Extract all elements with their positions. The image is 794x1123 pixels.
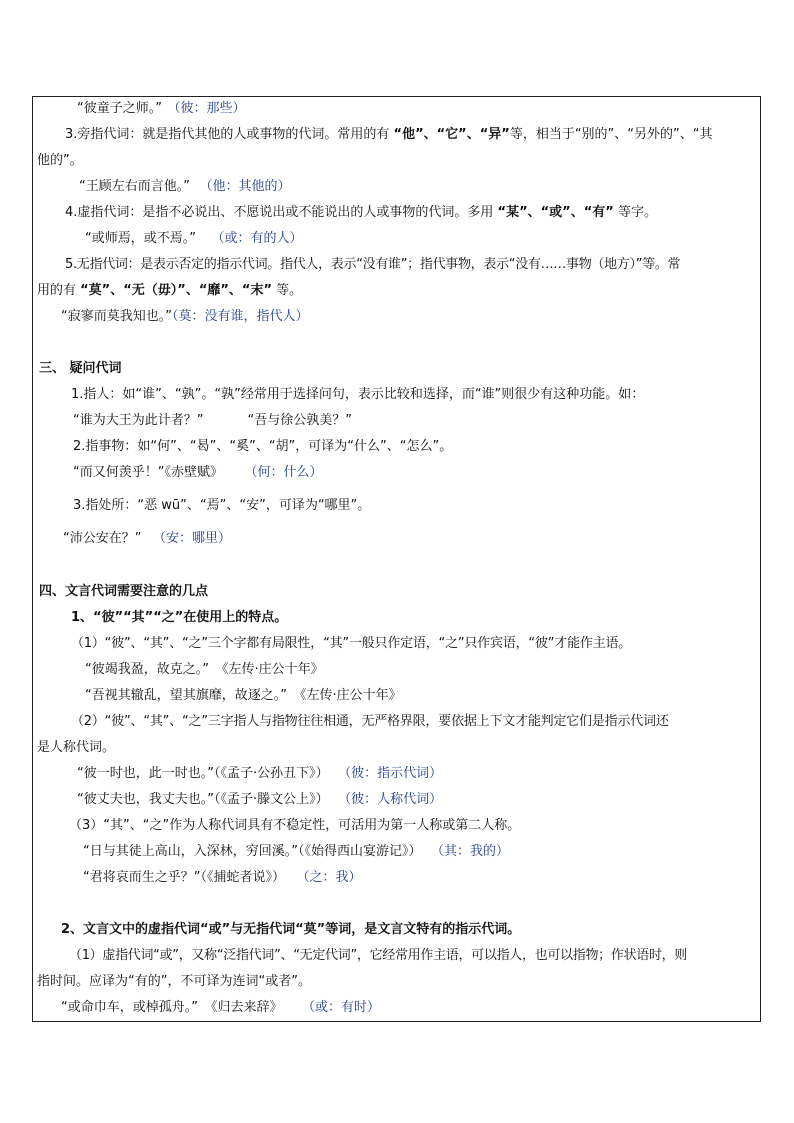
example-line [61, 308, 309, 326]
example-text: “而又何羡乎！”《赤壁赋》 [73, 465, 223, 480]
example-text: “君将哀而生之乎？”（《捕蛇者说》） [83, 870, 285, 885]
paragraph-line [37, 282, 302, 300]
example-line [83, 869, 362, 887]
subsection-heading: 2、文言文中的虚指代词“或”与无指代词“莫”等词，是文言文特有的指示代词。 [61, 922, 521, 937]
emphasis-text: “莫”、“无（毋）”、“靡”、“末” [80, 283, 272, 298]
text: 等，相当于“别的”、“另外的”、“其 [509, 127, 713, 142]
example-line [77, 791, 442, 809]
section-heading: 三、 疑问代词 [39, 361, 122, 376]
gloss-note: （彼：指示代词） [344, 766, 443, 781]
example-text: “彼一时也，此一时也。”（《孟子·公孙丑下》） [77, 766, 329, 781]
example-text: “王顾左右而言他。” [79, 179, 190, 194]
example-text: “寂寥而莫我知也。” [61, 309, 172, 324]
example-text: “谁为大王为此计者？” [73, 413, 204, 428]
text: 等字。 [613, 205, 657, 220]
example-text: “彼丈夫也，我丈夫也。”（《孟子·滕文公上》） [77, 792, 329, 807]
paragraph-line: 2.指事物：如“何”、“曷”、“奚”、“胡”，可译为“什么”、“怎么”。 [73, 439, 453, 454]
text: 3.旁指代词：就是指代其他的人或事物的代词。常用的有 [65, 127, 394, 142]
paragraph-line: 5.无指代词：是表示否定的指示代词。指代人，表示“没有谁”；指代事物，表示“没有……事物（地方）”等。常 [65, 257, 681, 272]
example-line [77, 100, 246, 118]
gloss-note: （安：哪里） [159, 531, 231, 546]
paragraph-line: 1.指人：如“谁”、“孰”。“孰”经常用于选择问句，表示比较和选择，而“谁”则很少有这种功能。如： [71, 387, 645, 402]
gloss-note: （之：我） [302, 870, 362, 885]
gloss-note: （莫：没有谁，指代人） [171, 309, 309, 324]
paragraph-line: （1）“彼”、“其”、“之”三个字都有局限性，“其”一般只作定语，“之”只作宾语，“彼”才能作主语。 [71, 636, 632, 651]
example-line: “吾视其辙乱，望其旗靡，故逐之。” 《左传·庄公十年》 [85, 688, 402, 703]
example-text: “或命巾车，或棹孤舟。” 《归去来辞》 [61, 1000, 283, 1015]
gloss-note: （或：有时） [308, 1000, 380, 1015]
paragraph-line: （1）虚指代词“或”，又称“泛指代词”、“无定代词”，它经常用作主语，可以指人，也可以指物；作状语时，则 [69, 948, 688, 963]
paragraph-line [65, 126, 713, 144]
gloss-note: （彼：那些） [173, 101, 246, 116]
example-line [63, 530, 231, 548]
text: 等。 [272, 283, 303, 298]
emphasis-text: “某”、“或”、“有” [497, 205, 614, 220]
example-line [61, 999, 380, 1017]
paragraph-line: 是人称代词。 [37, 740, 116, 755]
example-line: “彼竭我盈，故克之。” 《左传·庄公十年》 [85, 662, 324, 677]
text: 4.虚指代词：是指不必说出、不愿说出或不能说出的人或事物的代词。多用 [65, 205, 498, 220]
gloss-note: （彼：人称代词） [344, 792, 443, 807]
gloss-note: （他：其他的） [205, 179, 291, 194]
example-text: “日与其徒上高山，入深林，穷回溪。”（《始得西山宴游记》） [83, 844, 422, 859]
example-line [73, 464, 323, 482]
paragraph-line: （3）“其”、“之”作为人称代词具有不稳定性，可活用为第一人称或第二人称。 [69, 818, 521, 833]
example-line [73, 412, 352, 430]
gloss-note: （何：什么） [250, 465, 323, 480]
emphasis-text: “他”、“它”、“异” [393, 127, 510, 142]
example-text: “或师焉，或不焉。” [85, 231, 196, 246]
gloss-note: （或：有的人） [217, 231, 303, 246]
paragraph-line [65, 204, 657, 222]
paragraph-line: 3.指处所：“恶 wū”、“焉”、“安”，可译为“哪里”。 [73, 498, 371, 513]
subsection-heading: 1、“彼”“其”“之”在使用上的特点。 [71, 610, 288, 625]
example-line [79, 178, 291, 196]
paragraph-line: （2）“彼”、“其”、“之”三字指人与指物往往相通，无严格界限，要依据上下文才能判定它们是指示代词还 [71, 714, 669, 729]
document-frame [32, 96, 761, 1022]
gloss-note: （其：我的） [437, 844, 509, 859]
paragraph-line: 指时间。应译为“有的”，不可译为连词“或者”。 [37, 974, 311, 989]
example-line [83, 843, 509, 861]
example-text: “吾与徐公孰美？” [247, 413, 352, 428]
example-text: “沛公安在？” [63, 531, 142, 546]
example-line [77, 765, 442, 783]
section-heading: 四、文言代词需要注意的几点 [39, 584, 209, 599]
example-text: “彼童子之师。” [77, 101, 162, 116]
text: 用的有 [37, 283, 81, 298]
example-line [85, 230, 303, 248]
paragraph-line: 他的”。 [37, 153, 83, 168]
